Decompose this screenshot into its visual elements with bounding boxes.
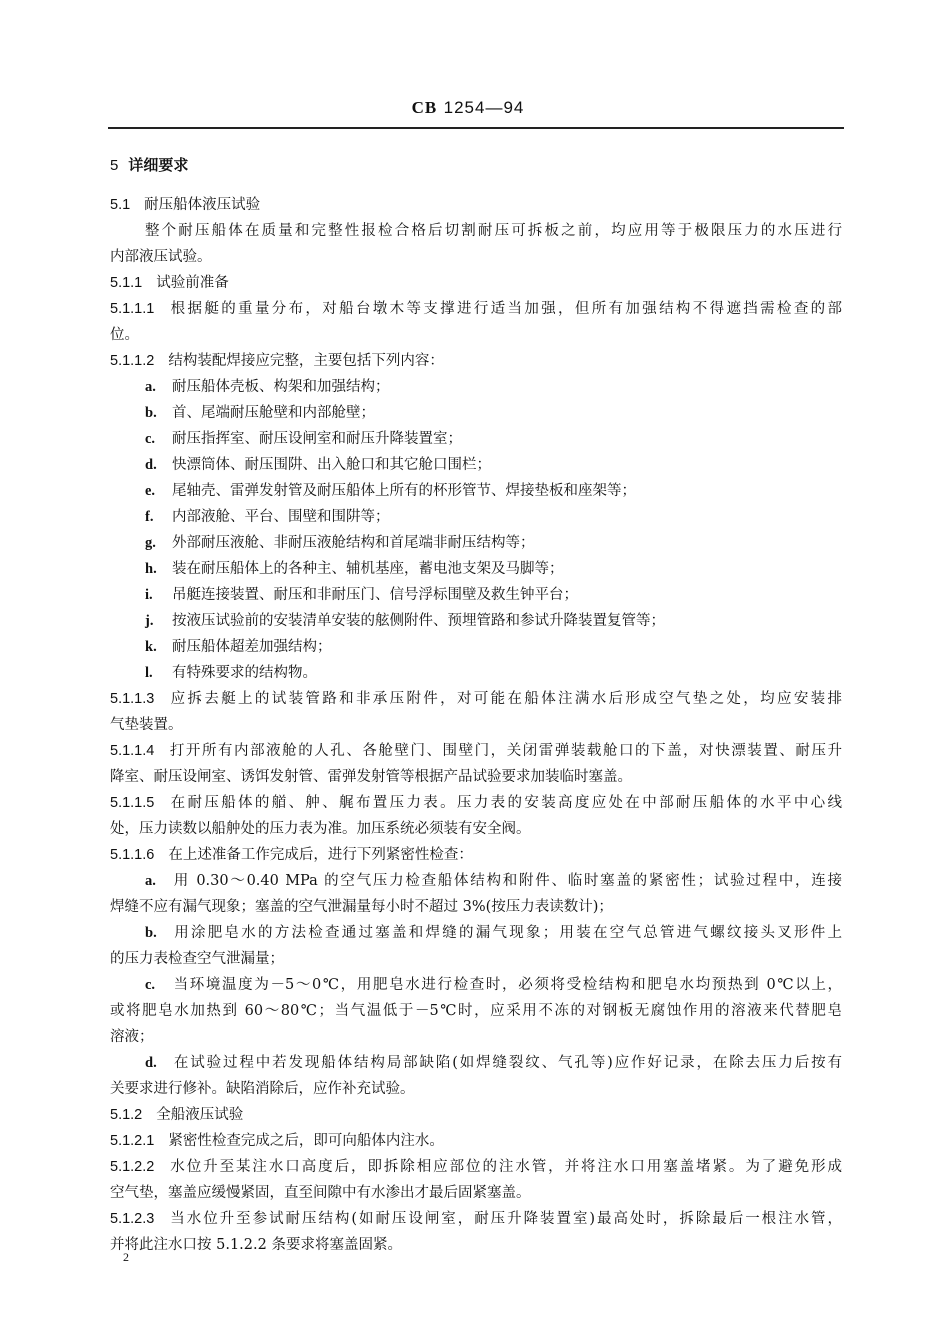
clause-number: 5.1.1.1 [110,301,155,317]
text-line [110,816,842,842]
line-text: 关要求进行修补。缺陷消除后，应作补充试验。 [110,1081,415,1097]
line-text: 焊缝不应有漏气现象；塞盖的空气泄漏量每小时不超过 3%(按压力表读数计)； [110,899,613,915]
list-item-line [110,426,842,452]
line-text: 吊艇连接装置、耐压和非耐压门、信号浮标围壁及救生钟平台； [172,587,578,603]
line-text: 水位升至某注水口高度后，即拆除相应部位的注水管，并将注水口用塞盖堵紧。为了避免形成 [168,1159,842,1175]
list-item-line [110,452,842,478]
text-line [110,1180,842,1206]
line-text: 位。 [110,327,139,343]
line-text: 整个耐压船体在质量和完整性报检合格后切割耐压可拆板之前，均应用等于极限压力的水压进行 [145,223,842,239]
section-title: 详细要求 [128,156,189,174]
text-line [110,712,842,738]
clause-number: 5.1.2 [110,1107,143,1123]
line-text: 的压力表检查空气泄漏量； [110,951,284,967]
line-text: 空气垫，塞盖应缓慢紧固，直至间隙中有水渗出才最后固紧塞盖。 [110,1185,531,1201]
item-letter: c. [145,977,156,993]
text-line [110,1024,842,1050]
line-text: 按液压试验前的安装清单安装的舷侧附件、预埋管路和参试升降装置复管等； [172,613,665,629]
list-item-line [110,1050,842,1076]
line-text: 气垫装置。 [110,717,183,733]
list-item-line [110,504,842,530]
line-text: 结构装配焊接应完整，主要包括下列内容： [168,353,444,369]
text-line [110,998,842,1024]
item-letter: b. [145,405,157,421]
line-text: 当水位升至参试耐压结构(如耐压设闸室，耐压升降装置室)最高处时，拆除最后一根注水管， [168,1211,842,1227]
list-item-line [110,400,842,426]
item-letter: h. [145,561,157,577]
clause-line [110,192,842,218]
line-text: 耐压船体超差加强结构； [172,639,332,655]
line-text: 内部液舱、平台、围壁和围阱等； [172,509,390,525]
line-text: 尾轴壳、雷弹发射管及耐压船体上所有的杯形管节、焊接垫板和座架等； [172,483,636,499]
item-letter: e. [145,483,156,499]
clause-number: 5.1.1.3 [110,691,155,707]
item-letter: i. [145,587,153,603]
clause-line [110,296,842,322]
line-text: 并将此注水口按 5.1.2.2 条要求将塞盖固紧。 [110,1237,402,1253]
clause-line [110,348,842,374]
list-item-line [110,374,842,400]
document-header [0,98,950,118]
line-text: 溶液； [110,1029,154,1045]
clause-line [110,790,842,816]
clause-number: 5.1.1.2 [110,353,155,369]
line-text: 有特殊要求的结构物。 [172,665,317,681]
clause-number: 5.1 [110,197,131,213]
list-item-line [110,608,842,634]
text-line [110,1076,842,1102]
document-body [110,192,842,1258]
item-letter: a. [145,873,156,889]
clause-number: 5.1.2.1 [110,1133,155,1149]
item-letter: b. [145,925,157,941]
line-text: 快漂筒体、耐压围阱、出入舱口和其它舱口围栏； [172,457,491,473]
clause-line [110,738,842,764]
item-letter: k. [145,639,157,655]
line-text: 根据艇的重量分布，对船台墩木等支撑进行适当加强，但所有加强结构不得遮挡需检查的部 [168,301,842,317]
line-text: 用涂肥皂水的方法检查通过塞盖和焊缝的漏气现象；用装在空气总管进气螺纹接头叉形件上 [172,925,842,941]
section-number: 5 [110,157,119,174]
list-item-line [110,868,842,894]
clause-line [110,842,842,868]
standard-code: CB [411,98,438,117]
line-text: 耐压船体液压试验 [144,197,261,213]
line-text: 首、尾端耐压舱壁和内部舱壁； [172,405,375,421]
page-number: 2 [123,1250,129,1264]
list-item-line [110,530,842,556]
clause-number: 5.1.1.4 [110,743,155,759]
item-letter: f. [145,509,154,525]
clause-line [110,686,842,712]
line-text: 用 0.30～0.40 MPa 的空气压力检查船体结构和附件、临时塞盖的紧密性；试验过程中，连接 [172,873,842,889]
item-letter: d. [145,1055,157,1071]
line-text: 试验前准备 [156,275,229,291]
list-item-line [110,972,842,998]
clause-line [110,270,842,296]
item-letter: j. [145,613,154,629]
clause-line [110,1102,842,1128]
list-item-line [110,478,842,504]
text-line [110,244,842,270]
line-text: 当环境温度为－5～0℃，用肥皂水进行检查时，必须将受检结构和肥皂水均预热到 0℃以上， [172,977,842,993]
line-text: 全船液压试验 [156,1107,244,1123]
clause-number: 5.1.2.3 [110,1211,155,1227]
clause-line [110,1206,842,1232]
clause-number: 5.1.1 [110,275,143,291]
line-text: 处，压力读数以船舯处的压力表为准。加压系统必须装有安全阀。 [110,821,531,837]
clause-number: 5.1.1.6 [110,847,155,863]
text-line [110,946,842,972]
line-text: 在试验过程中若发现船体结构局部缺陷(如焊缝裂纹、气孔等)应作好记录，在除去压力后按有 [172,1055,842,1071]
line-text: 或将肥皂水加热到 60～80℃；当气温低于－5℃时，应采用不冻的对钢板无腐蚀作用的溶液来代替肥皂 [110,1003,842,1019]
text-line [110,1232,842,1258]
list-item-line [110,660,842,686]
line-text: 内部液压试验。 [110,249,212,265]
clause-line [110,1154,842,1180]
line-text: 应拆去艇上的试装管路和非承压附件，对可能在船体注满水后形成空气垫之处，均应安装排 [168,691,842,707]
line-text: 打开所有内部液舱的人孔、各舱壁门、围壁门，关闭雷弹装载舱口的下盖，对快漂装置、耐压升 [168,743,842,759]
line-text: 耐压指挥室、耐压设闸室和耐压升降装置室； [172,431,462,447]
item-letter: l. [145,665,153,681]
list-item-line [110,582,842,608]
item-letter: d. [145,457,157,473]
section-heading [110,154,188,175]
list-item-line [110,556,842,582]
line-text: 降室、耐压设闸室、诱饵发射管、雷弹发射管等根据产品试验要求加装临时塞盖。 [110,769,632,785]
item-letter: g. [145,535,156,551]
header-rule [108,127,844,129]
line-text: 外部耐压液舱、非耐压液舱结构和首尾端非耐压结构等； [172,535,535,551]
line-text: 装在耐压船体上的各种主、辅机基座，蓄电池支架及马脚等； [172,561,564,577]
line-text: 耐压船体壳板、构架和加强结构； [172,379,390,395]
line-text: 紧密性检查完成之后，即可向船体内注水。 [168,1133,444,1149]
text-line [110,322,842,348]
line-text: 在上述准备工作完成后，进行下列紧密性检查： [168,847,473,863]
list-item-line [110,920,842,946]
item-letter: a. [145,379,156,395]
text-line [110,764,842,790]
clause-number: 5.1.2.2 [110,1159,155,1175]
clause-line [110,1128,842,1154]
item-letter: c. [145,431,156,447]
line-text: 在耐压船体的艏、舯、艉布置压力表。压力表的安装高度应处在中部耐压船体的水平中心线 [168,795,842,811]
text-line [110,218,842,244]
text-line [110,894,842,920]
clause-number: 5.1.1.5 [110,795,155,811]
list-item-line [110,634,842,660]
standard-number: 1254—94 [443,98,525,117]
